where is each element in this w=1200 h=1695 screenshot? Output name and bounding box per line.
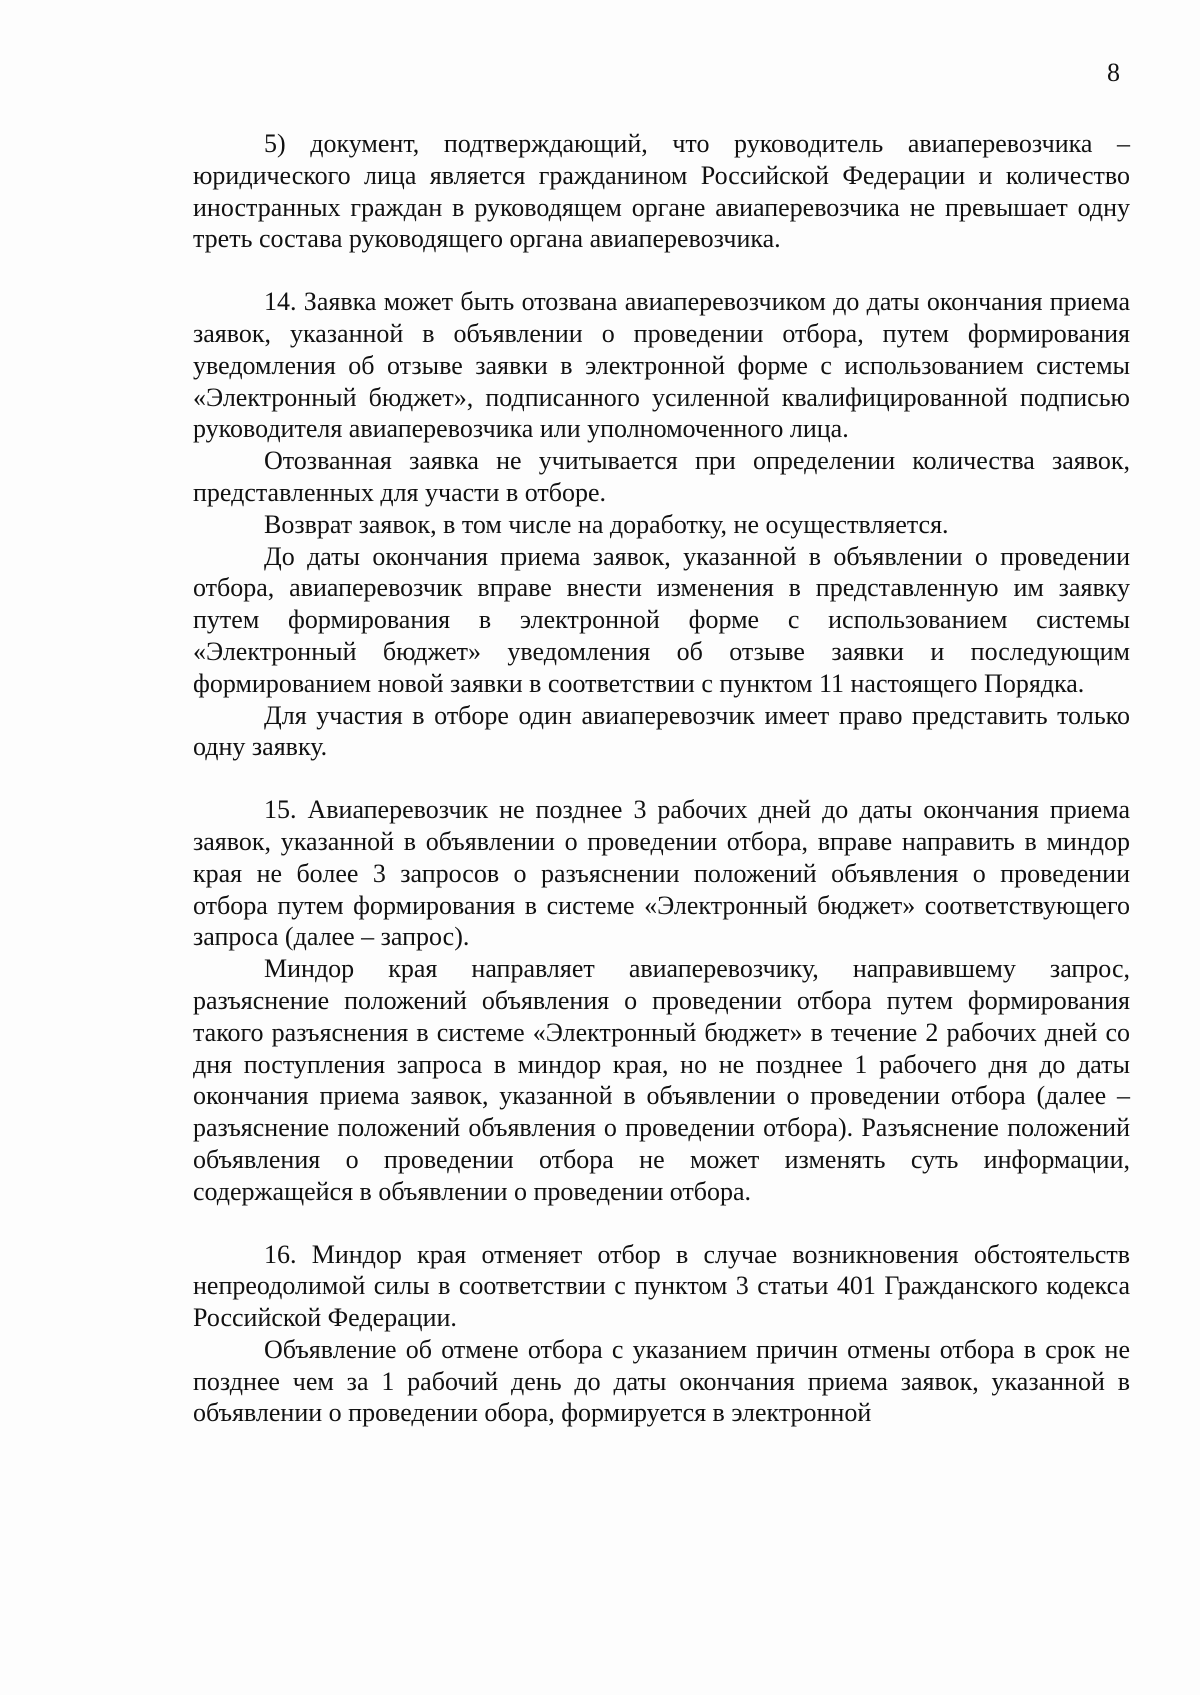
paragraph-cancellation-notice: Объявление об отмене отбора с указанием причин отмены отбора в срок не позднее чем за 1 рабочий день до даты окончания приема заявок, указанной в объявлении о проведении обора, формируется в электронной	[193, 1334, 1130, 1428]
paragraph-changes-before-deadline: До даты окончания приема заявок, указанной в объявлении о проведении отбора, авиаперевозчик вправе внести изменения в представленную им заявку путем формирования в электронной форме с использованием системы «Электронный бюджет» уведомления об отзыве заявки и последующим формированием новой заявки в соответствии с пунктом 11 настоящего Порядка.	[193, 541, 1130, 698]
paragraph-item-5: 5) документ, подтверждающий, что руководитель авиаперевозчика – юридического лица является гражданином Российской Федерации и количество иностранных граждан в руководящем органе авиаперевозчика не превышает одну треть состава руководящего органа авиаперевозчика.	[193, 129, 1130, 254]
paragraph-section-16: 16. Миндор края отменяет отбор в случае возникновения обстоятельств непреодолимой силы в соответствии с пунктом 3 статьи 401 Гражданского кодекса Российской Федерации.	[193, 1239, 1130, 1333]
document-body	[193, 128, 1130, 1429]
paragraph-single-application: Для участия в отборе один авиаперевозчик имеет право представить только одну заявку.	[193, 700, 1130, 762]
paragraph-no-return: Возврат заявок, в том числе на доработку, не осуществляется.	[264, 509, 949, 539]
page-number: 8	[1107, 58, 1120, 87]
paragraph-section-15: 15. Авиаперевозчик не позднее 3 рабочих дней до даты окончания приема заявок, указанной в объявлении о проведении отбора, вправе направить в миндор края не более 3 запросов о разъяснении положений объявления о проведении отбора путем формирования в системе «Электронный бюджет» соответствующего запроса (далее – запрос).	[193, 795, 1130, 952]
paragraph-section-14: 14. Заявка может быть отозвана авиаперевозчиком до даты окончания приема заявок, указанной в объявлении о проведении отбора, путем формирования уведомления об отзыве заявки в электронной форме с использованием системы «Электронный бюджет», подписанного усиленной квалифицированной подписью руководителя авиаперевозчика или уполномоченного лица.	[193, 287, 1130, 444]
paragraph-clarification-response: Миндор края направляет авиаперевозчику, направившему запрос, разъяснение положений объявления о проведении отбора путем формирования такого разъяснения в системе «Электронный бюджет» в течение 2 рабочих дней со дня поступления запроса в миндор края, но не позднее 1 рабочего дня до даты окончания приема заявок, указанной в объявлении о проведении отбора (далее – разъяснение положений объявления о проведении отбора). Разъяснение положений объявления о проведении отбора не может изменять суть информации, содержащейся в объявлении о проведении отбора.	[193, 954, 1130, 1206]
paragraph-withdrawn-application: Отозванная заявка не учитывается при определении количества заявок, представленных для участи в отборе.	[193, 446, 1130, 507]
